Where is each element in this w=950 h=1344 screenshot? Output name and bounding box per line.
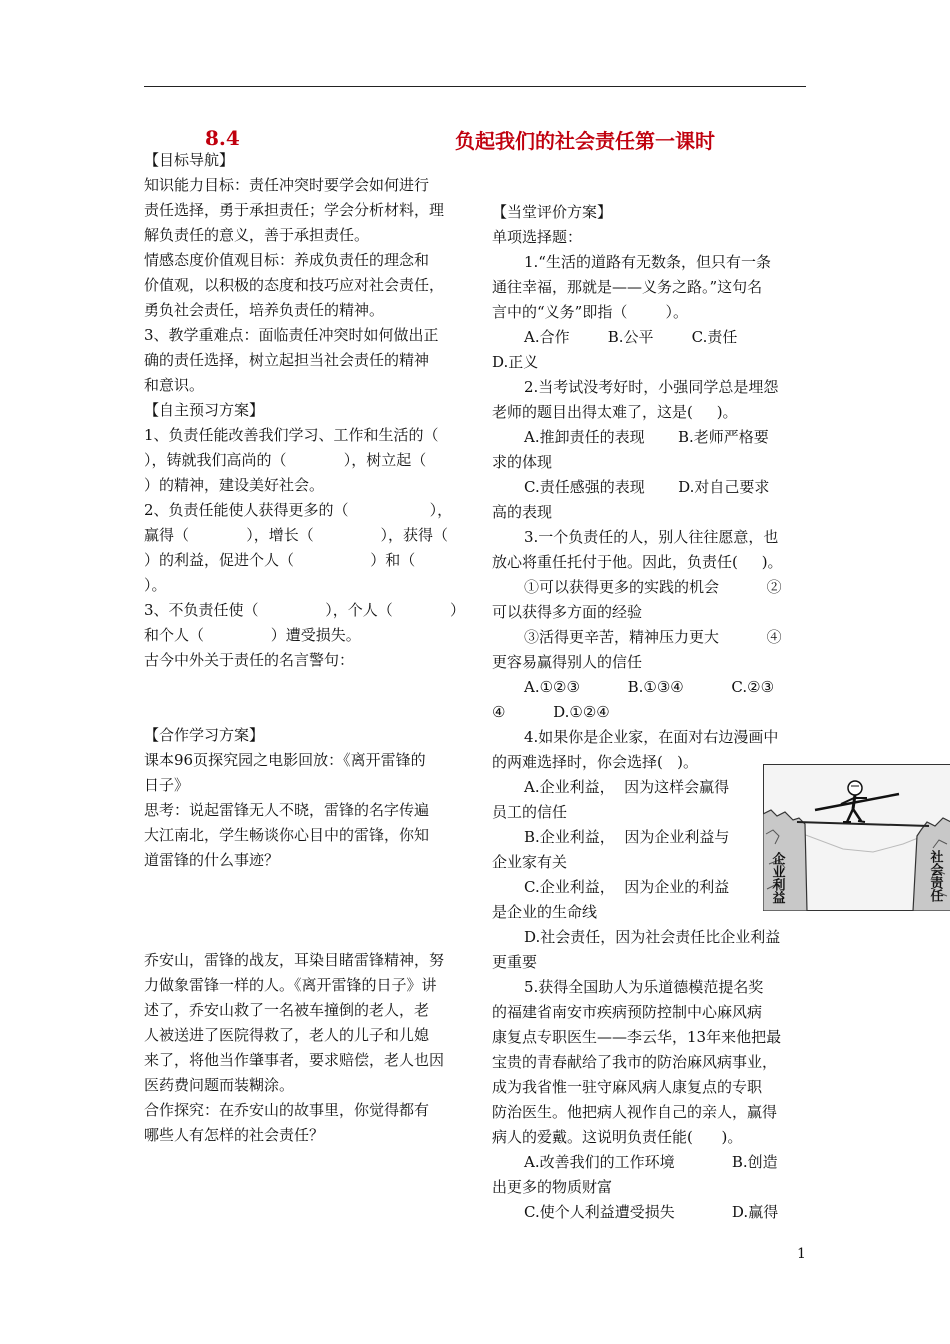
cartoon-illustration-icon — [763, 764, 950, 911]
page-title: 负起我们的社会责任第一课时 — [455, 129, 715, 153]
question-3 — [492, 525, 808, 725]
preview-line: ），铸就我们高尚的（ ），树立起（ — [144, 451, 427, 469]
option-line: C.企业利益， 因为企业的利益 — [524, 878, 730, 896]
question-line: 老师的题目出得太难了，这是( )。 — [492, 403, 738, 421]
story-line: 来了，将他当作肇事者，要求赔偿，老人也因 — [144, 1051, 445, 1069]
coop-line: 课本96页探究园之电影回放：《离开雷锋的 — [144, 751, 426, 769]
eval-heading: 【当堂评价方案】 — [492, 203, 613, 221]
left-column — [144, 148, 466, 1148]
story-line: 力做象雷锋一样的人。《离开雷锋的日子》讲 — [144, 976, 437, 994]
question-2 — [492, 375, 808, 525]
question-line: 的福建省南安市疾病预防控制中心麻风病 — [492, 1003, 763, 1021]
option-line: C.使个人利益遭受损失 D.赢得 — [524, 1203, 779, 1221]
question-line: 3.一个负责任的人，别人往往愿意，也 — [524, 528, 779, 546]
option-line: A.推卸责任的表现 B.老师严格要 — [524, 428, 769, 446]
option-line: C.责任感强的表现 D.对自己要求 — [524, 478, 770, 496]
goal-line: 解负责任的意义，善于承担责任。 — [144, 226, 370, 244]
preview-line: 赢得（ ），增长（ ），获得（ — [144, 526, 448, 544]
statement-line: ③活得更辛苦，精神压力更大 ④ — [524, 628, 782, 646]
question-line: 言中的“义务”即指（ ）。 — [492, 303, 688, 321]
preview-line: ）的利益，促进个人（ ）和（ — [144, 551, 416, 569]
statement-line: 更容易赢得别人的信任 — [492, 653, 643, 671]
page-number: 1 — [797, 1246, 806, 1262]
preview-line: 3、不负责任使（ ），个人（ ） — [144, 601, 466, 619]
preview-line: ）。 — [144, 576, 167, 594]
question-line: 2.当考试没考好时，小强同学总是埋怨 — [524, 378, 779, 396]
option-line: A.合作 B.公平 C.责任 — [524, 328, 738, 346]
option-line: 企业家有关 — [492, 853, 568, 871]
goal-heading: 【目标导航】 — [144, 151, 235, 169]
coop-line: 道雷锋的什么事迹？ — [144, 851, 280, 869]
option-line: 求的体现 — [492, 453, 553, 471]
question-line: 防治医生。他把病人视作自己的亲人，赢得 — [492, 1103, 778, 1121]
option-line: 高的表现 — [492, 503, 553, 521]
question-line: 康复点专职医生——李云华，13年来他把最 — [492, 1028, 782, 1046]
option-line: 更重要 — [492, 953, 538, 971]
question-5 — [492, 975, 808, 1225]
goal-line: 情感态度价值观目标：养成负责任的理念和 — [144, 251, 430, 269]
question-line: 宝贵的青春献给了我市的防治麻风病事业， — [492, 1053, 778, 1071]
goal-line: 3、教学重难点：面临责任冲突时如何做出正 — [144, 326, 439, 344]
option-line: B.企业利益， 因为企业利益与 — [524, 828, 730, 846]
story-section — [144, 948, 466, 1148]
question-4 — [492, 725, 808, 975]
option-line: 员工的信任 — [492, 803, 568, 821]
goal-line: 责任选择，勇于承担责任；学会分析材料，理 — [144, 201, 445, 219]
option-line: A.①②③ B.①③④ C.②③ — [524, 678, 775, 696]
goal-line: 确的责任选择，树立起担当社会责任的精神 — [144, 351, 430, 369]
story-line: 乔安山，雷锋的战友，耳染目睹雷锋精神，努 — [144, 951, 445, 969]
preview-heading: 【自主预习方案】 — [144, 401, 265, 419]
option-line: ④ D.①②④ — [492, 703, 610, 721]
cartoon-left-label: 企业利益 — [769, 852, 785, 904]
story-line: 合作探究：在乔安山的故事里，你觉得都有 — [144, 1101, 430, 1119]
question-line: 的两难选择时，你会选择( )。 — [492, 753, 699, 771]
option-line: 出更多的物质财富 — [492, 1178, 613, 1196]
question-line: 1.“生活的道路有无数条，但只有一条 — [524, 253, 771, 271]
preview-line: ）的精神，建设美好社会。 — [144, 476, 325, 494]
preview-line: 和个人（ ）遭受损失。 — [144, 626, 361, 644]
story-line: 述了，乔安山救了一名被车撞倒的老人，老 — [144, 1001, 430, 1019]
coop-section — [144, 748, 466, 873]
coop-line: 思考：说起雷锋无人不晓，雷锋的名字传遍 — [144, 801, 430, 819]
preview-line: 1、负责任能改善我们学习、工作和生活的（ — [144, 426, 439, 444]
preview-line: 古今中外关于责任的名言警句： — [144, 651, 355, 669]
story-line: 人被送进了医院得救了，老人的儿子和儿媳 — [144, 1026, 430, 1044]
question-line: 放心将重任托付于他。因此，负责任( )。 — [492, 553, 783, 571]
question-1 — [492, 250, 808, 375]
statement-line: ①可以获得更多的实践的机会 ② — [524, 578, 782, 596]
question-line: 病人的爱戴。这说明负责任能( )。 — [492, 1128, 743, 1146]
cartoon-right-label: 社会责任 — [927, 850, 943, 902]
option-line: 是企业的生命线 — [492, 903, 598, 921]
option-line: A.企业利益， 因为这样会赢得 — [524, 778, 730, 796]
preview-section — [144, 423, 466, 673]
coop-line: 日子》 — [144, 776, 190, 794]
question-line: 成为我省惟一驻守麻风病人康复点的专职 — [492, 1078, 763, 1096]
coop-line: 大江南北，学生畅谈你心目中的雷锋，你知 — [144, 826, 430, 844]
goal-line: 和意识。 — [144, 376, 205, 394]
section-number: 8.4 — [205, 126, 240, 150]
coop-heading: 【合作学习方案】 — [144, 726, 265, 744]
right-column — [492, 200, 808, 1225]
story-line: 医药费问题而装糊涂。 — [144, 1076, 295, 1094]
question-type: 单项选择题： — [492, 228, 583, 246]
goal-section — [144, 173, 466, 398]
story-line: 哪些人有怎样的社会责任？ — [144, 1126, 325, 1144]
tightrope-cartoon — [763, 764, 950, 911]
header-rule — [144, 86, 806, 87]
statement-line: 可以获得多方面的经验 — [492, 603, 643, 621]
goal-line: 价值观，以积极的态度和技巧应对社会责任， — [144, 276, 445, 294]
option-line: A.改善我们的工作环境 B.创造 — [524, 1153, 778, 1171]
question-line: 通往幸福，那就是——义务之路。”这句名 — [492, 278, 763, 296]
option-line: D.社会责任，因为社会责任比企业利益 — [524, 928, 781, 946]
goal-line: 知识能力目标：责任冲突时要学会如何进行 — [144, 176, 430, 194]
preview-line: 2、负责任能使人获得更多的（ ）， — [144, 501, 453, 519]
option-line: D.正义 — [492, 353, 539, 371]
goal-line: 勇负社会责任，培养负责任的精神。 — [144, 301, 385, 319]
question-line: 4.如果你是企业家，在面对右边漫画中 — [524, 728, 779, 746]
question-line: 5.获得全国助人为乐道德模范提名奖 — [524, 978, 764, 996]
